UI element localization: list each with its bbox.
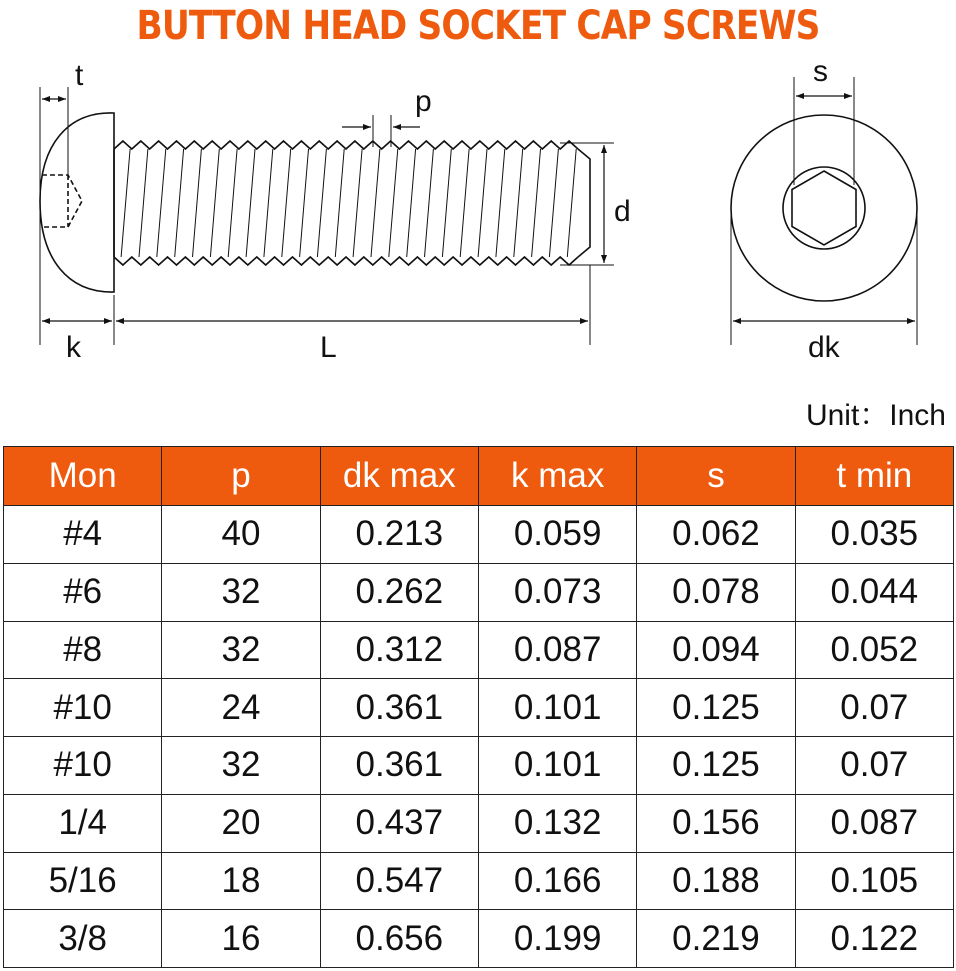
thread-root-line	[371, 149, 380, 257]
page-title: BUTTON HEAD SOCKET CAP SCREWS	[136, 3, 820, 49]
cell-p: 18	[162, 852, 320, 910]
cell-mon: 3/8	[4, 910, 162, 968]
cell-mon: #6	[4, 563, 162, 621]
cell-p: 32	[162, 621, 320, 679]
thread-root-line	[246, 149, 255, 257]
cell-t-min: 0.052	[795, 621, 953, 679]
thread-root-line	[514, 149, 523, 257]
spec-table	[3, 446, 954, 968]
thread-root-line	[496, 149, 505, 257]
cell-k-max: 0.073	[478, 563, 636, 621]
thread-root-line	[389, 149, 398, 257]
table-row	[4, 506, 954, 564]
dimension-label-L: L	[320, 331, 337, 364]
thread-root-line	[532, 149, 541, 257]
cell-k-max: 0.087	[478, 621, 636, 679]
socket-circle	[783, 167, 865, 249]
cell-mon: #4	[4, 506, 162, 564]
cell-k-max: 0.199	[478, 910, 636, 968]
cell-p: 24	[162, 679, 320, 737]
thread-root-line	[317, 149, 326, 257]
dimension-label-p: p	[415, 85, 432, 118]
thread-root-line	[264, 149, 273, 257]
cell-t-min: 0.035	[795, 506, 953, 564]
hex-socket	[792, 171, 856, 245]
thread-crest-bottom	[114, 257, 578, 265]
cell-t-min: 0.087	[795, 794, 953, 852]
cell-s: 0.062	[637, 506, 795, 564]
dimension-label-d: d	[614, 195, 631, 228]
cell-k-max: 0.132	[478, 794, 636, 852]
table-body	[4, 506, 954, 968]
table-row	[4, 794, 954, 852]
screw-head-outline	[40, 113, 114, 292]
header-mon: Mon	[4, 447, 162, 506]
thread-crest-top	[114, 141, 578, 149]
cell-p: 16	[162, 910, 320, 968]
thread-root-line	[442, 149, 451, 257]
cell-dk-max: 0.262	[320, 563, 478, 621]
cell-p: 32	[162, 563, 320, 621]
thread-root-line	[193, 149, 202, 257]
table-row	[4, 910, 954, 968]
cell-t-min: 0.105	[795, 852, 953, 910]
cell-k-max: 0.101	[478, 737, 636, 795]
cell-dk-max: 0.312	[320, 621, 478, 679]
thread-root-line	[353, 149, 362, 257]
table-row	[4, 679, 954, 737]
cell-s: 0.219	[637, 910, 795, 968]
cell-t-min: 0.07	[795, 737, 953, 795]
header-s: s	[637, 447, 795, 506]
cell-s: 0.125	[637, 679, 795, 737]
cell-k-max: 0.059	[478, 506, 636, 564]
header-k-max: k max	[478, 447, 636, 506]
thread-root-line	[335, 149, 344, 257]
thread-root-line	[460, 149, 469, 257]
cell-dk-max: 0.656	[320, 910, 478, 968]
thread-root-line	[300, 149, 309, 257]
cell-mon: 1/4	[4, 794, 162, 852]
cell-k-max: 0.101	[478, 679, 636, 737]
cell-t-min: 0.122	[795, 910, 953, 968]
cell-mon: #10	[4, 737, 162, 795]
thread-root-line	[139, 149, 148, 257]
dimension-label-s: s	[813, 55, 828, 88]
table-row	[4, 563, 954, 621]
cell-dk-max: 0.361	[320, 679, 478, 737]
thread-root-line	[425, 149, 434, 257]
table-header-row	[4, 447, 954, 506]
cell-p: 32	[162, 737, 320, 795]
table-row	[4, 852, 954, 910]
cell-mon: #8	[4, 621, 162, 679]
thread-root-line	[407, 149, 416, 257]
cell-dk-max: 0.361	[320, 737, 478, 795]
cell-t-min: 0.07	[795, 679, 953, 737]
thread-root-line	[478, 149, 487, 257]
screw-head-circle	[731, 115, 917, 301]
cell-dk-max: 0.213	[320, 506, 478, 564]
cell-s: 0.125	[637, 737, 795, 795]
cell-mon: #10	[4, 679, 162, 737]
thread-root-line	[228, 149, 237, 257]
dimension-label-t: t	[75, 59, 84, 92]
header-dk-max: dk max	[320, 447, 478, 506]
thread-root-line	[157, 149, 166, 257]
cell-p: 40	[162, 506, 320, 564]
dimension-label-k: k	[66, 331, 81, 364]
cell-s: 0.156	[637, 794, 795, 852]
unit-label: Unit：Inch	[805, 399, 946, 432]
cell-s: 0.094	[637, 621, 795, 679]
cell-k-max: 0.166	[478, 852, 636, 910]
screw-tip	[578, 149, 590, 257]
hex-socket-hidden-lines	[42, 175, 82, 227]
table-row	[4, 737, 954, 795]
thread-root-line	[567, 149, 576, 257]
cell-s: 0.188	[637, 852, 795, 910]
thread-root-line	[549, 149, 558, 257]
cell-t-min: 0.044	[795, 563, 953, 621]
cell-s: 0.078	[637, 563, 795, 621]
header-p: p	[162, 447, 320, 506]
header-t-min: t min	[795, 447, 953, 506]
thread-root-line	[282, 149, 291, 257]
screw-thread-body	[114, 141, 578, 265]
screw-side-view-diagram	[0, 55, 660, 365]
cell-mon: 5/16	[4, 852, 162, 910]
cell-dk-max: 0.437	[320, 794, 478, 852]
thread-root-line	[210, 149, 219, 257]
thread-root-line	[121, 149, 130, 257]
dimension-label-dk: dk	[808, 331, 840, 364]
screw-top-view-diagram	[700, 55, 940, 365]
cell-p: 20	[162, 794, 320, 852]
table-row	[4, 621, 954, 679]
cell-dk-max: 0.547	[320, 852, 478, 910]
thread-root-line	[175, 149, 184, 257]
